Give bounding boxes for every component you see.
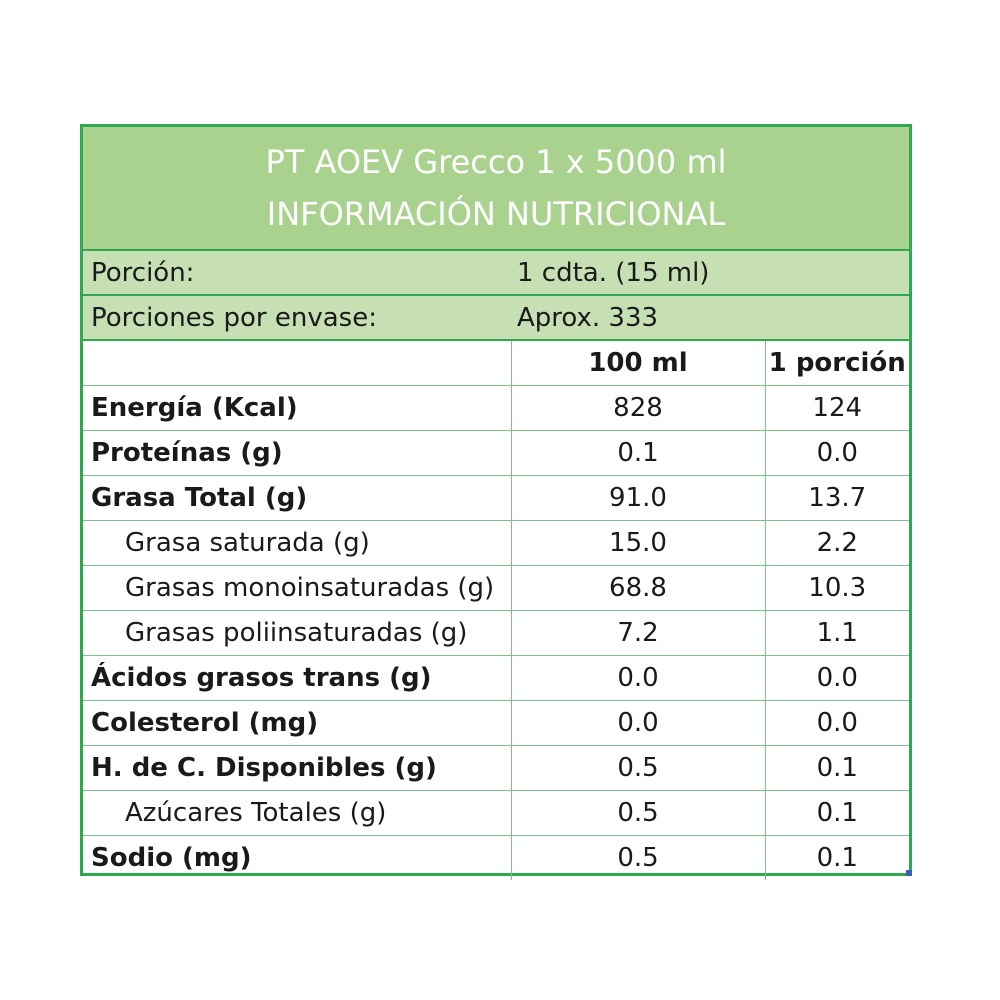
nutrient-name: Grasas poliinsaturadas (g) [83,611,511,656]
table-row [83,386,909,431]
value-per-portion: 2.2 [765,521,909,566]
portion-label: Porción: [91,257,195,288]
table-header-row [83,341,909,386]
value-per-portion: 1.1 [765,611,909,656]
nutrient-name: Energía (Kcal) [83,386,511,431]
nutrient-name: Colesterol (mg) [83,701,511,746]
nutrient-name: Ácidos grasos trans (g) [83,656,511,701]
nutrition-table [83,341,909,880]
nutrient-name: Sodio (mg) [83,836,511,881]
label-header [83,127,909,251]
column-header-nutrient [83,341,511,386]
column-header-100ml: 100 ml [511,341,765,386]
value-per-100ml: 828 [511,386,765,431]
table-row [83,836,909,881]
table-row [83,701,909,746]
value-per-100ml: 0.0 [511,656,765,701]
nutrient-name: Grasa Total (g) [83,476,511,521]
table-row [83,431,909,476]
value-per-100ml: 0.5 [511,791,765,836]
product-name: PT AOEV Grecco 1 x 5000 ml [265,143,727,181]
nutrient-name: Grasa saturada (g) [83,521,511,566]
table-row [83,566,909,611]
servings-per-container-value: Aprox. 333 [517,302,659,333]
servings-per-container-label: Porciones por envase: [91,302,377,333]
value-per-100ml: 68.8 [511,566,765,611]
nutrient-name: H. de C. Disponibles (g) [83,746,511,791]
servings-per-container-row [83,296,909,341]
selection-handle [906,870,912,876]
value-per-portion: 0.0 [765,701,909,746]
value-per-100ml: 0.0 [511,701,765,746]
portion-row [83,251,909,296]
nutrient-name: Grasas monoinsaturadas (g) [83,566,511,611]
table-row [83,476,909,521]
value-per-portion: 10.3 [765,566,909,611]
table-row [83,656,909,701]
value-per-100ml: 15.0 [511,521,765,566]
nutrient-name: Azúcares Totales (g) [83,791,511,836]
value-per-portion: 13.7 [765,476,909,521]
nutrition-label [80,124,912,876]
table-row [83,746,909,791]
value-per-portion: 0.1 [765,791,909,836]
table-row [83,611,909,656]
label-title: INFORMACIÓN NUTRICIONAL [266,195,726,233]
value-per-portion: 0.0 [765,656,909,701]
value-per-100ml: 0.5 [511,836,765,881]
value-per-100ml: 0.5 [511,746,765,791]
value-per-100ml: 0.1 [511,431,765,476]
portion-value: 1 cdta. (15 ml) [517,257,710,288]
table-row [83,521,909,566]
value-per-100ml: 7.2 [511,611,765,656]
value-per-portion: 124 [765,386,909,431]
value-per-portion: 0.1 [765,836,909,881]
table-row [83,791,909,836]
value-per-portion: 0.0 [765,431,909,476]
column-header-portion: 1 porción [765,341,909,386]
nutrient-name: Proteínas (g) [83,431,511,476]
value-per-100ml: 91.0 [511,476,765,521]
value-per-portion: 0.1 [765,746,909,791]
